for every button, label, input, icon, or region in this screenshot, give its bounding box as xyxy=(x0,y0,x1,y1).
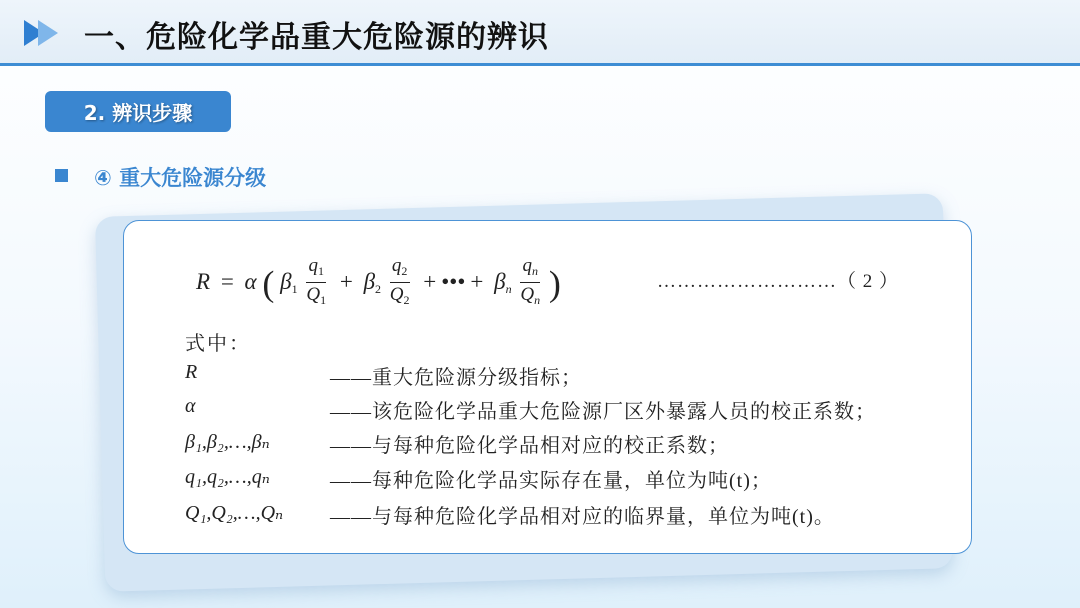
definition-symbol: Q₁,Q₂,…,Qₙ xyxy=(185,502,284,524)
section-badge: 2. 辨识步骤 xyxy=(45,91,231,132)
plus-sign: + xyxy=(470,268,484,294)
chevron-right-icon xyxy=(38,20,58,46)
plus-sign: + xyxy=(423,268,437,294)
definition-symbol: q₁,q₂,…,qₙ xyxy=(185,466,270,488)
definition-row xyxy=(185,361,955,391)
ellipsis: ••• xyxy=(441,268,466,294)
beta-term: $\beta_2$ xyxy=(363,268,382,296)
header-bar xyxy=(0,0,1080,66)
definition-row xyxy=(185,464,955,494)
definition-row xyxy=(185,500,955,530)
formula-lhs: R xyxy=(196,268,211,294)
definition-row xyxy=(185,429,955,459)
bullet-square-icon xyxy=(55,169,68,182)
alpha-symbol: α xyxy=(244,268,257,294)
definition-text: ——与每种危险化学品相对应的校正系数； xyxy=(330,435,729,457)
equals-sign: = xyxy=(220,268,234,294)
equation-number: ………………………（ 2 ） xyxy=(657,271,900,292)
subheading: ④ 重大危险源分级 xyxy=(94,166,267,190)
definition-row xyxy=(185,395,955,425)
definition-symbol: R xyxy=(185,361,198,383)
fraction-n: $\frac{q_n}{Q_n}$ xyxy=(520,255,541,307)
formula xyxy=(196,255,561,312)
definition-symbol: α xyxy=(185,395,196,417)
definition-text: ——与每种危险化学品相对应的临界量，单位为吨(t)。 xyxy=(330,506,835,528)
formula-card xyxy=(123,220,972,554)
fraction-2: $\frac{q_2}{Q_2}$ xyxy=(389,255,410,307)
beta-term: βn xyxy=(494,268,512,296)
where-label: 式中： xyxy=(185,333,251,355)
definition-text: ——每种危险化学品实际存在量，单位为吨(t)； xyxy=(330,470,772,492)
left-paren: ( xyxy=(262,263,275,304)
definition-text: ——该危险化学品重大危险源厂区外暴露人员的校正系数； xyxy=(330,401,876,423)
plus-sign: + xyxy=(339,268,353,294)
right-paren: ) xyxy=(548,263,561,304)
fraction-1: $\frac{q_1}{Q_1}$ xyxy=(306,255,327,307)
page-title: 一、危险化学品重大危险源的辨识 xyxy=(84,20,549,55)
beta-term: $\beta_1$ xyxy=(280,268,298,296)
definition-symbol: β₁,β₂,…,βₙ xyxy=(185,431,270,453)
definition-text: ——重大危险源分级指标； xyxy=(330,367,582,389)
